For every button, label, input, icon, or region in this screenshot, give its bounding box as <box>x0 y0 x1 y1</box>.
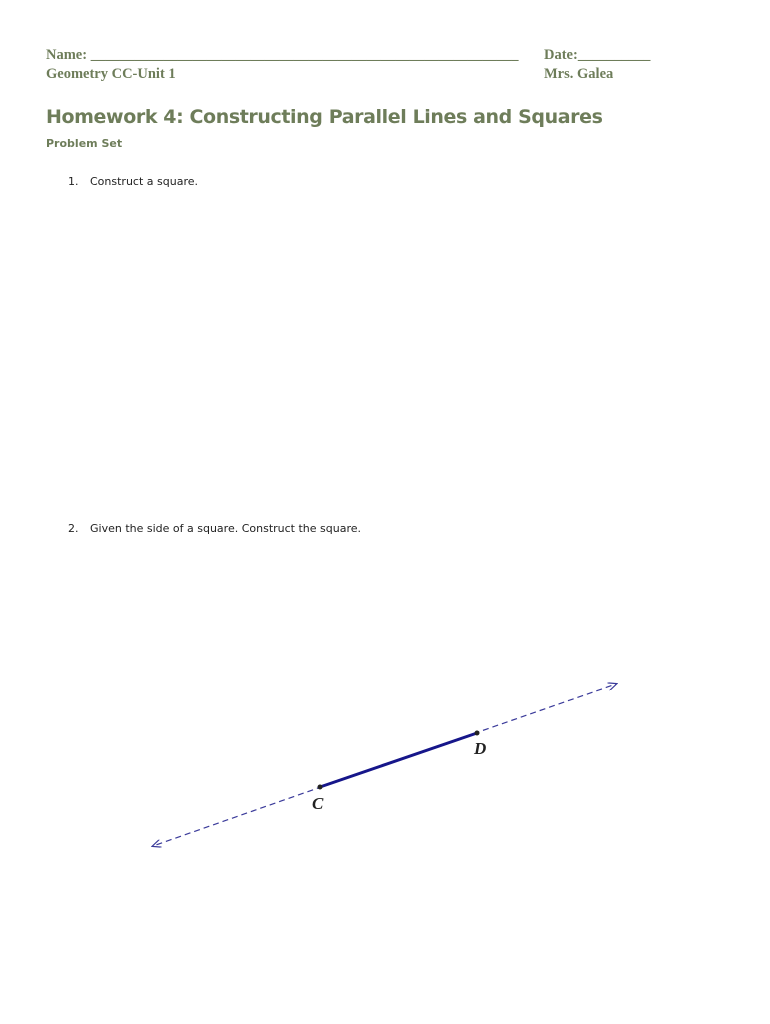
course-label: Geometry CC-Unit 1 <box>46 66 176 82</box>
problem-1-text: Construct a square. <box>90 175 198 188</box>
point-c <box>318 785 323 790</box>
point-c-label: C <box>312 794 324 813</box>
point-d-label: D <box>474 739 487 758</box>
point-d <box>475 731 480 736</box>
problem-2-text: Given the side of a square. Construct the square. <box>90 522 362 535</box>
teacher-label: Mrs. Galea <box>544 66 614 82</box>
date-field[interactable]: Date:__________ <box>544 47 651 63</box>
segment-cd <box>320 733 477 787</box>
page-title: Homework 4: Constructing Parallel Lines and Squares <box>46 106 603 128</box>
problem-2-number: 2. <box>68 522 79 535</box>
problem-1-number: 1. <box>68 175 79 188</box>
page-subtitle: Problem Set <box>46 137 123 150</box>
name-field[interactable]: Name: ___________________________________________________________ <box>46 47 519 63</box>
